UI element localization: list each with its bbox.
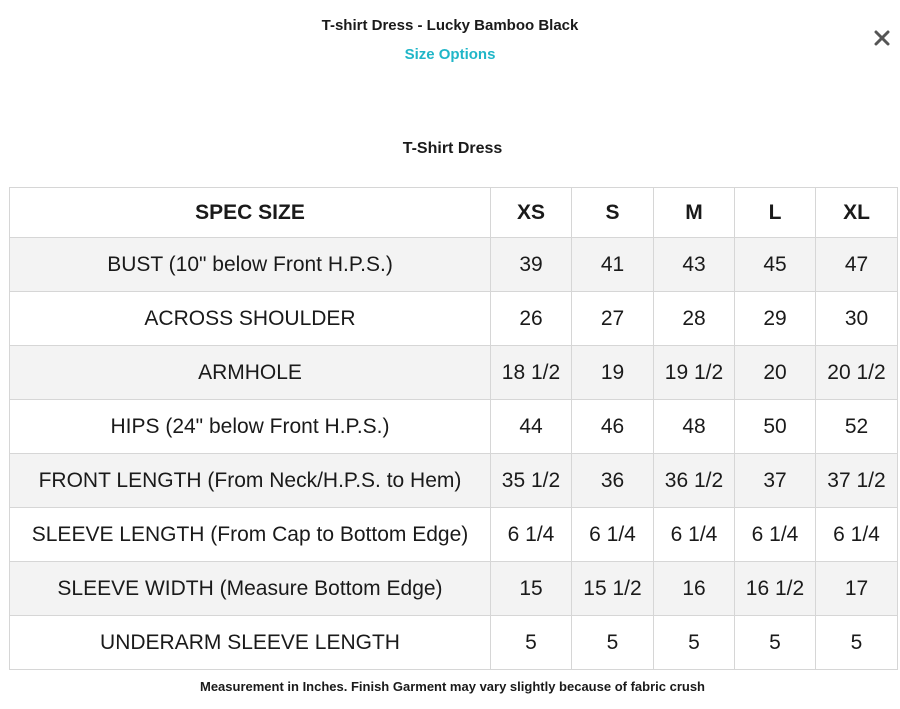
- size-value: 46: [572, 400, 654, 454]
- column-header: XL: [816, 188, 898, 238]
- spec-label: HIPS (24" below Front H.P.S.): [10, 400, 491, 454]
- table-row: [10, 562, 898, 616]
- table-row: [10, 238, 898, 292]
- size-value: 35 1/2: [491, 454, 572, 508]
- size-value: 30: [816, 292, 898, 346]
- size-value: 36: [572, 454, 654, 508]
- spec-label: SLEEVE WIDTH (Measure Bottom Edge): [10, 562, 491, 616]
- size-value: 6 1/4: [654, 508, 735, 562]
- table-row: [10, 508, 898, 562]
- spec-label: FRONT LENGTH (From Neck/H.P.S. to Hem): [10, 454, 491, 508]
- product-title: T-shirt Dress - Lucky Bamboo Black: [321, 17, 579, 34]
- spec-label: ACROSS SHOULDER: [10, 292, 491, 346]
- table-row: [10, 454, 898, 508]
- size-value: 16: [654, 562, 735, 616]
- size-value: 50: [735, 400, 816, 454]
- size-value: 37: [735, 454, 816, 508]
- column-header: SPEC SIZE: [10, 188, 491, 238]
- size-chart-table: [9, 187, 898, 670]
- table-header-row: [10, 188, 898, 238]
- size-value: 20: [735, 346, 816, 400]
- spec-label: UNDERARM SLEEVE LENGTH: [10, 616, 491, 670]
- size-value: 5: [572, 616, 654, 670]
- size-value: 5: [735, 616, 816, 670]
- table-row: [10, 292, 898, 346]
- size-value: 20 1/2: [816, 346, 898, 400]
- size-value: 5: [491, 616, 572, 670]
- size-value: 6 1/4: [572, 508, 654, 562]
- spec-label: ARMHOLE: [10, 346, 491, 400]
- size-value: 5: [816, 616, 898, 670]
- column-header: L: [735, 188, 816, 238]
- size-value: 28: [654, 292, 735, 346]
- size-value: 29: [735, 292, 816, 346]
- close-icon: [870, 26, 894, 50]
- column-header: M: [654, 188, 735, 238]
- column-header: S: [572, 188, 654, 238]
- table-row: [10, 346, 898, 400]
- size-value: 44: [491, 400, 572, 454]
- size-value: 45: [735, 238, 816, 292]
- size-value: 5: [654, 616, 735, 670]
- size-value: 19 1/2: [654, 346, 735, 400]
- size-value: 16 1/2: [735, 562, 816, 616]
- size-value: 36 1/2: [654, 454, 735, 508]
- size-value: 26: [491, 292, 572, 346]
- measurement-footnote: Measurement in Inches. Finish Garment may vary slightly because of fabric crush: [199, 679, 705, 694]
- size-value: 17: [816, 562, 898, 616]
- size-value: 27: [572, 292, 654, 346]
- size-chart-title: T-Shirt Dress: [402, 140, 503, 157]
- size-value: 39: [491, 238, 572, 292]
- size-value: 48: [654, 400, 735, 454]
- size-value: 37 1/2: [816, 454, 898, 508]
- size-value: 19: [572, 346, 654, 400]
- size-value: 6 1/4: [491, 508, 572, 562]
- spec-label: SLEEVE LENGTH (From Cap to Bottom Edge): [10, 508, 491, 562]
- size-value: 6 1/4: [816, 508, 898, 562]
- size-value: 43: [654, 238, 735, 292]
- table-row: [10, 616, 898, 670]
- size-value: 52: [816, 400, 898, 454]
- table-row: [10, 400, 898, 454]
- size-options-link[interactable]: Size Options: [404, 46, 496, 63]
- size-value: 41: [572, 238, 654, 292]
- size-value: 47: [816, 238, 898, 292]
- column-header: XS: [491, 188, 572, 238]
- spec-label: BUST (10" below Front H.P.S.): [10, 238, 491, 292]
- size-value: 18 1/2: [491, 346, 572, 400]
- size-value: 6 1/4: [735, 508, 816, 562]
- modal-header: [0, 16, 900, 65]
- size-value: 15: [491, 562, 572, 616]
- close-button[interactable]: [870, 26, 894, 50]
- size-value: 15 1/2: [572, 562, 654, 616]
